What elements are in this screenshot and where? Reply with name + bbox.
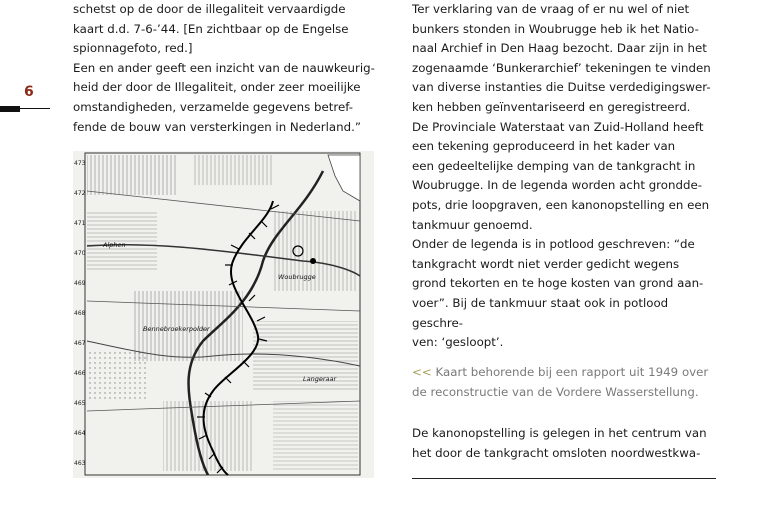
map-caption	[412, 362, 722, 402]
page-number-rule	[20, 108, 50, 109]
caption-line: de reconstructie van de Vordere Wasserstellung.	[412, 385, 699, 399]
map-coordinate: 473	[74, 160, 86, 167]
text-line: tankmuur genoemd.	[412, 217, 533, 232]
text-line: naal Archief in Den Haag bezocht. Daar zijn in het	[412, 41, 707, 56]
page-number: 6	[24, 84, 34, 100]
map-coordinate: 471	[74, 220, 86, 227]
text-line: De Provinciale Waterstaat van Zuid-Holland heeft	[412, 119, 704, 134]
left-column	[73, 0, 383, 137]
map-coordinate: 464	[74, 430, 86, 437]
text-line: ken hebben geïnventariseerd en geregistreerd.	[412, 99, 691, 114]
historical-map-image	[73, 151, 374, 478]
map-label: Bennebroekerpolder	[143, 325, 210, 333]
map-coordinate: 466	[74, 370, 86, 377]
map-coordinate: 472	[74, 190, 86, 197]
text-line: fende de bouw van versterkingen in Nederland.”	[73, 119, 361, 134]
caption-line: Kaart behorende bij een rapport uit 1949 over	[431, 365, 709, 379]
text-line: een tekening geproduceerd in het kader van	[412, 139, 676, 154]
map-label: Langeraar	[303, 375, 337, 383]
map-label: Alphen	[103, 241, 126, 249]
text-line: van diverse instanties die Duitse verdedigingswer-	[412, 80, 711, 95]
text-line: omstandigheden, verzamelde gegevens betref-	[73, 99, 354, 114]
body-paragraph	[412, 423, 722, 463]
text-line: voer”. Bij de tankmuur staat ook in potlood geschre-	[412, 295, 669, 330]
bottom-rule	[412, 478, 716, 479]
text-line: het door de tankgracht omsloten noordwestkwa-	[412, 446, 701, 460]
text-line: De kanonopstelling is gelegen in het centrum van	[412, 426, 707, 440]
text-line: schetst op de door de illegaliteit vervaardigde	[73, 2, 346, 16]
page-number-bar	[0, 106, 20, 112]
caption-marker: <<	[412, 365, 432, 379]
text-line: spionnagefoto, red.]	[73, 41, 193, 56]
text-line: tankgracht wordt niet verder gedicht wegens	[412, 256, 680, 271]
text-line: pots, drie loopgraven, een kanonopstelling en een	[412, 197, 710, 212]
text-line: zogenaamde ‘Bunkerarchief’ tekeningen te vinden	[412, 60, 711, 75]
map-coordinate: 465	[74, 400, 86, 407]
text-line: kaart d.d. 7-6-’44. [En zichtbaar op de Engelse	[73, 21, 349, 36]
text-line: Ter verklaring van de vraag of er nu wel of niet	[412, 2, 690, 16]
right-column	[412, 0, 722, 353]
text-line: Onder de legenda is in potlood geschreven: “de	[412, 237, 695, 252]
map-coordinate: 470	[74, 250, 86, 257]
map-coordinate: 467	[74, 340, 86, 347]
map-coordinate: 469	[74, 280, 86, 287]
text-line: bunkers stonden in Woubrugge heb ik het Natio-	[412, 21, 699, 36]
text-line: ven: ‘gesloopt’.	[412, 335, 504, 350]
map-coordinate: 463	[74, 460, 86, 467]
map-label: Woubrugge	[278, 273, 316, 281]
text-line: een gedeeltelijke demping van de tankgracht in	[412, 158, 696, 173]
map-coordinate: 468	[74, 310, 86, 317]
text-line: Een en ander geeft een inzicht van de nauwkeurig-	[73, 60, 375, 75]
text-line: grond tekorten en te hoge kosten van grond aan-	[412, 276, 704, 291]
text-line: heid der door de Illegaliteit, onder zeer moeilijke	[73, 80, 361, 95]
text-line: Woubrugge. In de legenda worden acht grondde-	[412, 178, 702, 193]
